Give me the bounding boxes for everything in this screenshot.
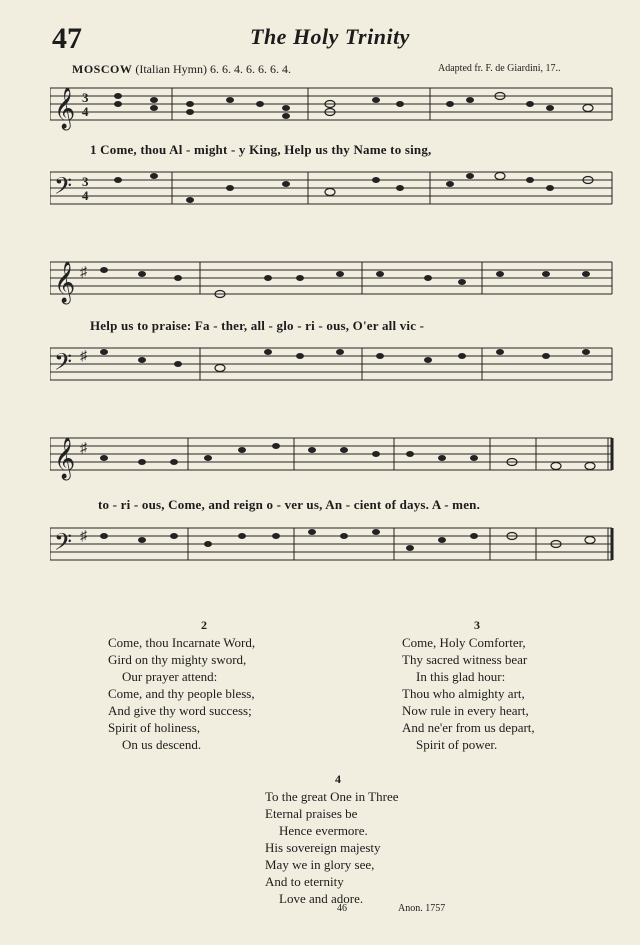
verse-number: 2 <box>201 618 207 632</box>
verse-line: Spirit of holiness, <box>108 720 201 735</box>
music-staff-bass-2 <box>50 338 620 396</box>
lyric-line-1: 1 Come, thou Al - might - y King, Help us thy Name to sing, <box>90 142 432 157</box>
lyric-line-2: Help us to praise: Fa - ther, all - glo - ri - ous, O'er all vic - <box>90 318 425 333</box>
verse-4 <box>265 771 495 907</box>
svg-text:4: 4 <box>82 188 89 203</box>
verse-line: Hence evermore. <box>279 823 368 838</box>
verse-line: Gird on thy mighty sword, <box>108 652 247 667</box>
music-staff-bass-3 <box>50 518 620 576</box>
verse-line: Thy sacred witness bear <box>402 652 528 667</box>
svg-text:𝄞: 𝄞 <box>54 262 76 302</box>
tune-line <box>72 62 291 77</box>
svg-text:♯: ♯ <box>80 529 87 544</box>
svg-text:3: 3 <box>82 174 89 189</box>
author-credit: Anon. 1757 <box>398 903 446 914</box>
verse-line: In this glad hour: <box>416 669 506 684</box>
verse-line: To the great One in Three <box>265 789 399 804</box>
tune-name: MOSCOW <box>72 62 133 76</box>
verse-3 <box>402 617 632 753</box>
verse-line: On us descend. <box>122 737 202 752</box>
verse-line: Love and adore. <box>279 891 364 906</box>
verse-line: May we in glory see, <box>265 857 375 872</box>
verse-line: Eternal praises be <box>265 806 358 821</box>
page-number: 46 <box>337 903 347 914</box>
verse-line: Our prayer attend: <box>122 669 218 684</box>
verse-line: And to eternity <box>265 874 344 889</box>
verse-line: Come, and thy people bless, <box>108 686 255 701</box>
svg-text:𝄢: 𝄢 <box>54 530 73 561</box>
music-staff-treble-2 <box>50 252 620 310</box>
svg-text:♯: ♯ <box>80 265 87 280</box>
verse-line: Thou who almighty art, <box>402 686 525 701</box>
verse-line: And ne'er from us depart, <box>402 720 535 735</box>
svg-text:𝄢: 𝄢 <box>54 174 73 205</box>
svg-text:♯: ♯ <box>80 349 87 364</box>
verse-line: Come, thou Incarnate Word, <box>108 635 256 650</box>
verse-line: Come, Holy Comforter, <box>402 635 526 650</box>
hymn-number: 47 <box>52 22 82 55</box>
verse-line: Now rule in every heart, <box>402 703 529 718</box>
svg-text:4: 4 <box>82 104 89 119</box>
svg-text:𝄞: 𝄞 <box>54 438 76 478</box>
verse-line: His sovereign majesty <box>265 840 381 855</box>
verse-number: 3 <box>474 618 480 632</box>
music-staff-treble-3 <box>50 428 620 486</box>
music-staff-treble-1 <box>50 78 620 136</box>
verse-number: 4 <box>335 772 341 786</box>
composer-credit: Adapted fr. F. de Giardini, 17.. <box>438 63 561 74</box>
tune-meter: (Italian Hymn) 6. 6. 4. 6. 6. 6. 4. <box>135 62 291 76</box>
svg-text:𝄞: 𝄞 <box>54 88 76 128</box>
verse-line: Spirit of power. <box>416 737 498 752</box>
svg-text:3: 3 <box>82 90 89 105</box>
verse-line: And give thy word success; <box>108 703 252 718</box>
svg-text:♯: ♯ <box>80 441 87 456</box>
music-staff-bass-1 <box>50 162 620 220</box>
lyric-line-3: to - ri - ous, Come, and reign o - ver us, An - cient of days. A - men. <box>98 497 481 512</box>
svg-text:𝄢: 𝄢 <box>54 350 73 381</box>
hymn-title: The Holy Trinity <box>250 24 410 49</box>
verse-2 <box>108 617 338 753</box>
